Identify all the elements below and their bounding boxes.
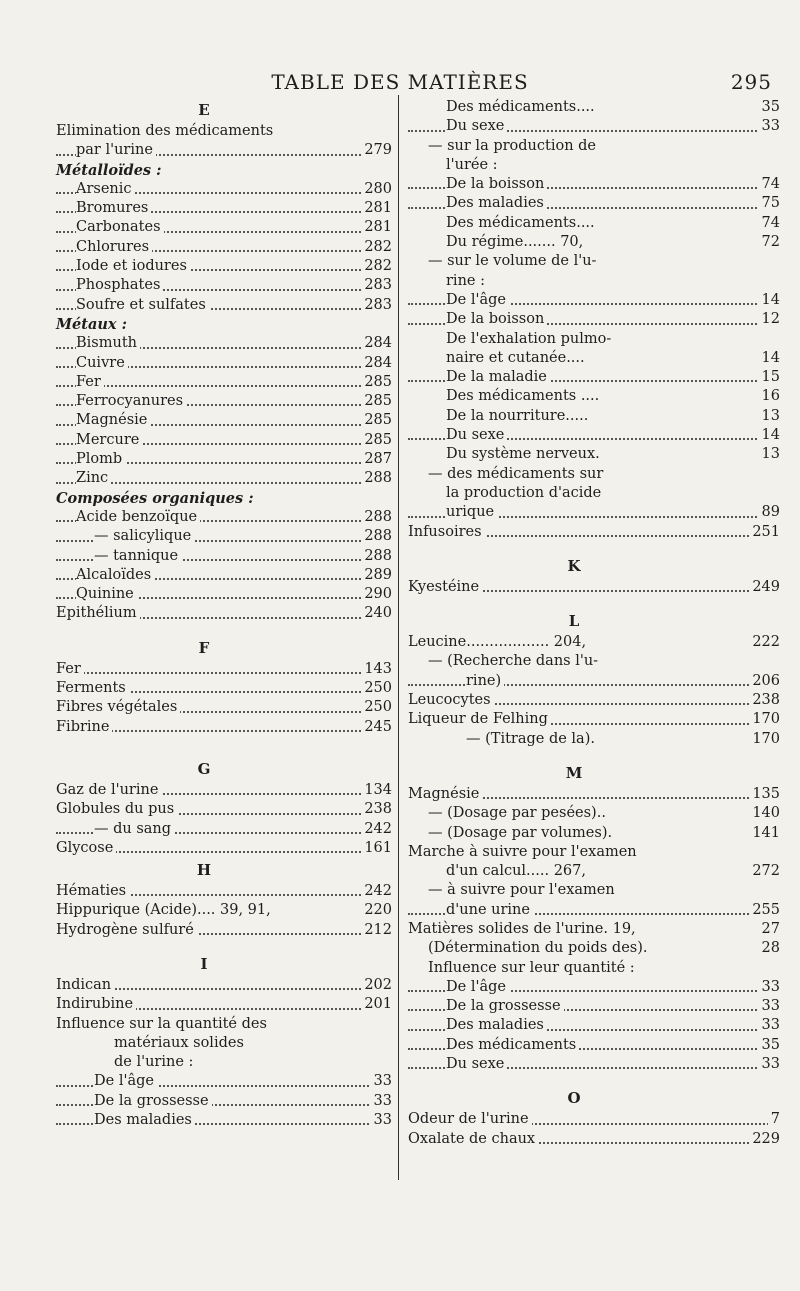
entry-label: Plomb [76, 451, 125, 467]
entry-label: Kyestéine [408, 579, 482, 595]
entry-label: De l'exhalation pulmo- [446, 331, 614, 347]
index-entry [56, 585, 392, 604]
entry-label: Liqueur de Felhing [408, 711, 551, 727]
entry-page: 289 [361, 566, 392, 585]
index-entry [56, 218, 392, 237]
entry-label: urique [446, 504, 497, 520]
entry-label: — sur la production de [428, 138, 599, 154]
index-entry [408, 387, 780, 406]
entry-label: — tannique [94, 548, 181, 564]
entry-page: 285 [361, 431, 392, 450]
spacer [408, 597, 780, 609]
index-entry [56, 257, 392, 276]
entry-page: 140 [749, 804, 780, 823]
index-entry [408, 785, 780, 804]
section-letter: H [196, 861, 212, 880]
entry-page: 27 [759, 920, 780, 939]
entry-page: 13 [759, 407, 780, 426]
entry-page: 280 [361, 180, 392, 199]
entry-label: l'urée : [446, 157, 501, 173]
entry-label: Fibres végétales [56, 699, 180, 715]
entry-label: Acide benzoïque [76, 509, 200, 525]
index-entry [56, 820, 392, 839]
index-entry [56, 679, 392, 698]
entry-label: Hippurique (Acide).... 39, 91, [56, 902, 274, 918]
entry-label: Magnésie [408, 786, 482, 802]
entry-label: Glycose [56, 840, 116, 856]
entry-page: 222 [749, 633, 780, 652]
entry-label: par l'urine [76, 142, 156, 158]
entry-page: 161 [361, 839, 392, 858]
entry-label: Infusoires [408, 524, 485, 540]
entry-page: 14 [759, 426, 780, 445]
index-entry [56, 995, 392, 1014]
entry-label: Oxalate de chaux [408, 1131, 538, 1147]
entry-label: De la nourriture..... [446, 408, 591, 424]
entry-page: 285 [361, 411, 392, 430]
index-entry [56, 527, 392, 546]
index-entry [408, 920, 780, 939]
index-column-right [408, 98, 780, 1149]
entry-page: 89 [759, 503, 780, 522]
entry-page: 279 [361, 141, 392, 160]
entry-label: — sur le volume de l'u- [428, 253, 599, 269]
entry-label: Mercure [76, 432, 142, 448]
entry-label: De la grossesse [94, 1093, 212, 1109]
entry-label: Du sexe [446, 1056, 507, 1072]
entry-label: Quinine [76, 586, 137, 602]
index-entry [56, 276, 392, 295]
entry-page: 12 [759, 310, 780, 329]
entry-label: Iode et iodures [76, 258, 190, 274]
index-entry [408, 330, 780, 349]
index-entry [408, 137, 780, 156]
index-entry [408, 484, 780, 503]
entry-page: 288 [361, 508, 392, 527]
entry-page: 35 [759, 98, 780, 117]
index-entry [408, 523, 780, 542]
entry-label: d'un calcul..... 267, [446, 863, 589, 879]
entry-label: Cuivre [76, 355, 128, 371]
entry-page: 16 [759, 387, 780, 406]
index-entry [56, 354, 392, 373]
entry-label: Soufre et sulfates [76, 297, 209, 313]
entry-page: 238 [361, 800, 392, 819]
index-entry [408, 1110, 780, 1129]
entry-label: Fibrine [56, 719, 112, 735]
section-letter: F [198, 638, 210, 657]
entry-page: 288 [361, 547, 392, 566]
entry-page: 33 [371, 1072, 392, 1091]
entry-label: De l'âge [94, 1073, 157, 1089]
entry-page: 14 [759, 291, 780, 310]
entry-label: rine : [446, 273, 488, 289]
index-entry [56, 566, 392, 585]
index-entry [408, 710, 780, 729]
entry-page: 283 [361, 296, 392, 315]
index-entry [56, 315, 392, 334]
index-entry [56, 800, 392, 819]
index-entry [56, 718, 392, 737]
section-letter: I [200, 954, 208, 973]
section-letter: G [197, 759, 211, 778]
entry-page: 284 [361, 354, 392, 373]
entry-label: Du sexe [446, 427, 507, 443]
entry-label: Métaux : [56, 316, 130, 333]
entry-label: Fer [76, 374, 104, 390]
entry-label: De la grossesse [446, 998, 564, 1014]
entry-label: matériaux solides [114, 1035, 247, 1051]
entry-label: Bismuth [76, 335, 140, 351]
index-entry [408, 291, 780, 310]
entry-label: Phosphates [76, 277, 163, 293]
index-entry [56, 882, 392, 901]
index-entry [408, 465, 780, 484]
entry-page: 33 [371, 1111, 392, 1130]
entry-label: — du sang [94, 821, 174, 837]
entry-label: Odeur de l'urine [408, 1111, 532, 1127]
entry-label: — (Recherche dans l'u- [428, 653, 601, 669]
index-entry [408, 843, 780, 862]
entry-label: naire et cutanée.... [446, 350, 588, 366]
entry-page: 238 [749, 691, 780, 710]
index-entry [408, 156, 780, 175]
index-column-left [56, 98, 392, 1130]
entry-label: Hydrogène sulfuré [56, 922, 197, 938]
index-entry [408, 1130, 780, 1149]
index-entry [408, 98, 780, 117]
entry-page: 33 [759, 1016, 780, 1035]
entry-page: 134 [361, 781, 392, 800]
entry-page: 206 [749, 672, 780, 691]
section-letter: E [198, 101, 210, 119]
entry-label: Indican [56, 977, 114, 993]
leader-dots [56, 672, 392, 674]
entry-page: 170 [749, 710, 780, 729]
section-letter: M [565, 763, 583, 782]
index-entry [56, 547, 392, 566]
index-entry [408, 978, 780, 997]
entry-page: 143 [361, 660, 392, 679]
entry-page: 282 [361, 257, 392, 276]
entry-page: 251 [749, 523, 780, 542]
index-entry [408, 310, 780, 329]
entry-page: 288 [361, 527, 392, 546]
index-entry [408, 959, 780, 978]
index-entry [56, 781, 392, 800]
entry-label: Globules du pus [56, 801, 177, 817]
entry-label: Arsenic [76, 181, 135, 197]
index-entry [408, 633, 780, 652]
entry-page: 15 [759, 368, 780, 387]
index-entry [408, 368, 780, 387]
entry-page: 28 [759, 939, 780, 958]
index-entry [56, 508, 392, 527]
entry-page: 33 [759, 117, 780, 136]
index-entry [56, 411, 392, 430]
leader-dots [408, 684, 780, 686]
entry-label: Influence sur la quantité des [56, 1016, 270, 1032]
entry-page: 74 [759, 175, 780, 194]
page-title: TABLE DES MATIÈRES [271, 70, 529, 94]
index-entry [408, 252, 780, 271]
spacer [408, 542, 780, 554]
index-entry [56, 431, 392, 450]
entry-page: 240 [361, 604, 392, 623]
entry-page: 220 [361, 901, 392, 920]
index-entry [408, 1016, 780, 1035]
index-entry [408, 652, 780, 671]
entry-page: 249 [749, 578, 780, 597]
index-entry [408, 445, 780, 464]
entry-page: 242 [361, 820, 392, 839]
index-entry [56, 238, 392, 257]
leader-dots [56, 385, 392, 387]
entry-label: Composées organiques : [56, 490, 257, 507]
entry-page: 7 [768, 1110, 780, 1129]
section-letter: K [567, 556, 581, 575]
index-entry [56, 976, 392, 995]
index-entry [56, 1034, 392, 1053]
entry-label: De l'âge [446, 292, 509, 308]
entry-label: Ferrocyanures [76, 393, 186, 409]
entry-page: 282 [361, 238, 392, 257]
index-entry [56, 180, 392, 199]
index-entry [408, 578, 780, 597]
entry-page: 242 [361, 882, 392, 901]
entry-page: 135 [749, 785, 780, 804]
entry-page: 141 [749, 824, 780, 843]
index-entry [56, 296, 392, 315]
entry-label: Des médicaments.... [446, 99, 598, 115]
entry-label: Leucocytes [408, 692, 494, 708]
spacer [408, 749, 780, 761]
entry-label: De la maladie [446, 369, 550, 385]
index-entry [408, 1055, 780, 1074]
entry-label: — salicylique [94, 528, 194, 544]
index-entry [408, 901, 780, 920]
entry-label: d'une urine [446, 902, 533, 918]
index-entry [408, 233, 780, 252]
entry-page: 290 [361, 585, 392, 604]
entry-label: — (Dosage par pesées).. [428, 805, 609, 821]
index-entry [56, 839, 392, 858]
index-entry [408, 1036, 780, 1055]
entry-label: Des maladies [94, 1112, 195, 1128]
index-entry [408, 194, 780, 213]
entry-page: 33 [759, 1055, 780, 1074]
entry-page: 255 [749, 901, 780, 920]
entry-label: Gaz de l'urine [56, 782, 161, 798]
entry-label: Matières solides de l'urine. 19, [408, 921, 639, 937]
spacer [56, 624, 392, 636]
entry-page: 285 [361, 392, 392, 411]
index-entry [56, 392, 392, 411]
entry-label: Alcaloïdes [76, 567, 154, 583]
entry-page: 283 [361, 276, 392, 295]
entry-label: Des médicaments .... [446, 388, 602, 404]
index-entry [56, 901, 392, 920]
entry-page: 14 [759, 349, 780, 368]
entry-label: — des médicaments sur [428, 466, 606, 482]
entry-page: 202 [361, 976, 392, 995]
index-entry [56, 161, 392, 180]
index-entry [56, 1092, 392, 1111]
entry-label: De l'âge [446, 979, 509, 995]
entry-page: 72 [759, 233, 780, 252]
index-entry [408, 691, 780, 710]
entry-page: 212 [361, 921, 392, 940]
entry-label: Magnésie [76, 412, 150, 428]
entry-page: 287 [361, 450, 392, 469]
entry-page: 272 [749, 862, 780, 881]
entry-page: 285 [361, 373, 392, 392]
index-entry [56, 373, 392, 392]
entry-label: Elimination des médicaments [56, 123, 276, 139]
entry-label: de l'urine : [114, 1054, 196, 1070]
entry-page: 74 [759, 214, 780, 233]
index-entry [56, 199, 392, 218]
index-entry [56, 1111, 392, 1130]
entry-page: 75 [759, 194, 780, 213]
section-letter: O [567, 1089, 581, 1108]
entry-page: 170 [749, 730, 780, 749]
entry-page: 35 [759, 1036, 780, 1055]
entry-label: Ferments [56, 680, 129, 696]
index-entry [56, 921, 392, 940]
entry-label: Influence sur leur quantité : [428, 960, 638, 976]
index-entry [408, 862, 780, 881]
index-entry [408, 349, 780, 368]
page-number: 295 [730, 70, 772, 94]
entry-label: Carbonates [76, 219, 164, 235]
entry-label: Du sexe [446, 118, 507, 134]
index-entry [56, 489, 392, 508]
entry-label: Zinc [76, 470, 111, 486]
index-entry [56, 141, 392, 160]
index-entry [56, 1053, 392, 1072]
entry-label: Du système nerveux. [446, 446, 603, 462]
entry-label: Chlorures [76, 239, 152, 255]
index-entry [408, 214, 780, 233]
index-entry [56, 122, 392, 141]
entry-label: De la boisson [446, 176, 547, 192]
entry-label: — à suivre pour l'examen [428, 882, 618, 898]
index-entry [56, 698, 392, 717]
entry-page: 201 [361, 995, 392, 1014]
index-entry [56, 334, 392, 353]
entry-page: 250 [361, 698, 392, 717]
index-entry [408, 881, 780, 900]
entry-label: — (Dosage par volumes). [428, 825, 615, 841]
entry-label: Bromures [76, 200, 151, 216]
spacer [408, 1074, 780, 1086]
entry-page: 33 [759, 978, 780, 997]
entry-label: Des maladies [446, 1017, 547, 1033]
entry-label: Hématies [56, 883, 129, 899]
index-entry [408, 407, 780, 426]
index-entry [56, 1015, 392, 1034]
entry-page: 33 [371, 1092, 392, 1111]
index-entry [56, 469, 392, 488]
entry-page: 13 [759, 445, 780, 464]
index-entry [408, 117, 780, 136]
index-entry [408, 804, 780, 823]
spacer [56, 737, 392, 757]
entry-page: 229 [749, 1130, 780, 1149]
index-entry [408, 730, 780, 749]
entry-label: Des médicaments.... [446, 215, 598, 231]
section-letter: L [568, 612, 580, 631]
entry-label: Leucine.................. 204, [408, 634, 589, 650]
entry-page: 33 [759, 997, 780, 1016]
entry-label: Des maladies [446, 195, 547, 211]
entry-label: la production d'acide [446, 485, 604, 501]
entry-page: 288 [361, 469, 392, 488]
entry-label: (Détermination du poids des). [428, 940, 651, 956]
entry-label: Fer [56, 661, 84, 677]
column-divider [398, 95, 399, 1180]
index-entry [408, 672, 780, 691]
index-entry [408, 175, 780, 194]
entry-label: Métalloïdes : [56, 162, 165, 179]
entry-label: Epithélium [56, 605, 140, 621]
index-entry [408, 824, 780, 843]
entry-page: 281 [361, 199, 392, 218]
entry-label: Du régime....... 70, [446, 234, 586, 250]
page-header [0, 70, 800, 100]
entry-page: 284 [361, 334, 392, 353]
entry-label: De la boisson [446, 311, 547, 327]
index-entry [56, 1072, 392, 1091]
entry-label: rine) [466, 673, 504, 689]
entry-page: 281 [361, 218, 392, 237]
index-entry [408, 272, 780, 291]
entry-label: Marche à suivre pour l'examen [408, 844, 640, 860]
index-entry [408, 939, 780, 958]
index-entry [408, 503, 780, 522]
entry-label: Des médicaments [446, 1037, 579, 1053]
entry-label: — (Titrage de la). [466, 731, 598, 747]
entry-label: Indirubine [56, 996, 136, 1012]
entry-page: 245 [361, 718, 392, 737]
index-entry [56, 604, 392, 623]
index-entry [408, 426, 780, 445]
index-entry [408, 997, 780, 1016]
spacer [56, 940, 392, 952]
index-entry [56, 660, 392, 679]
entry-page: 250 [361, 679, 392, 698]
index-entry [56, 450, 392, 469]
